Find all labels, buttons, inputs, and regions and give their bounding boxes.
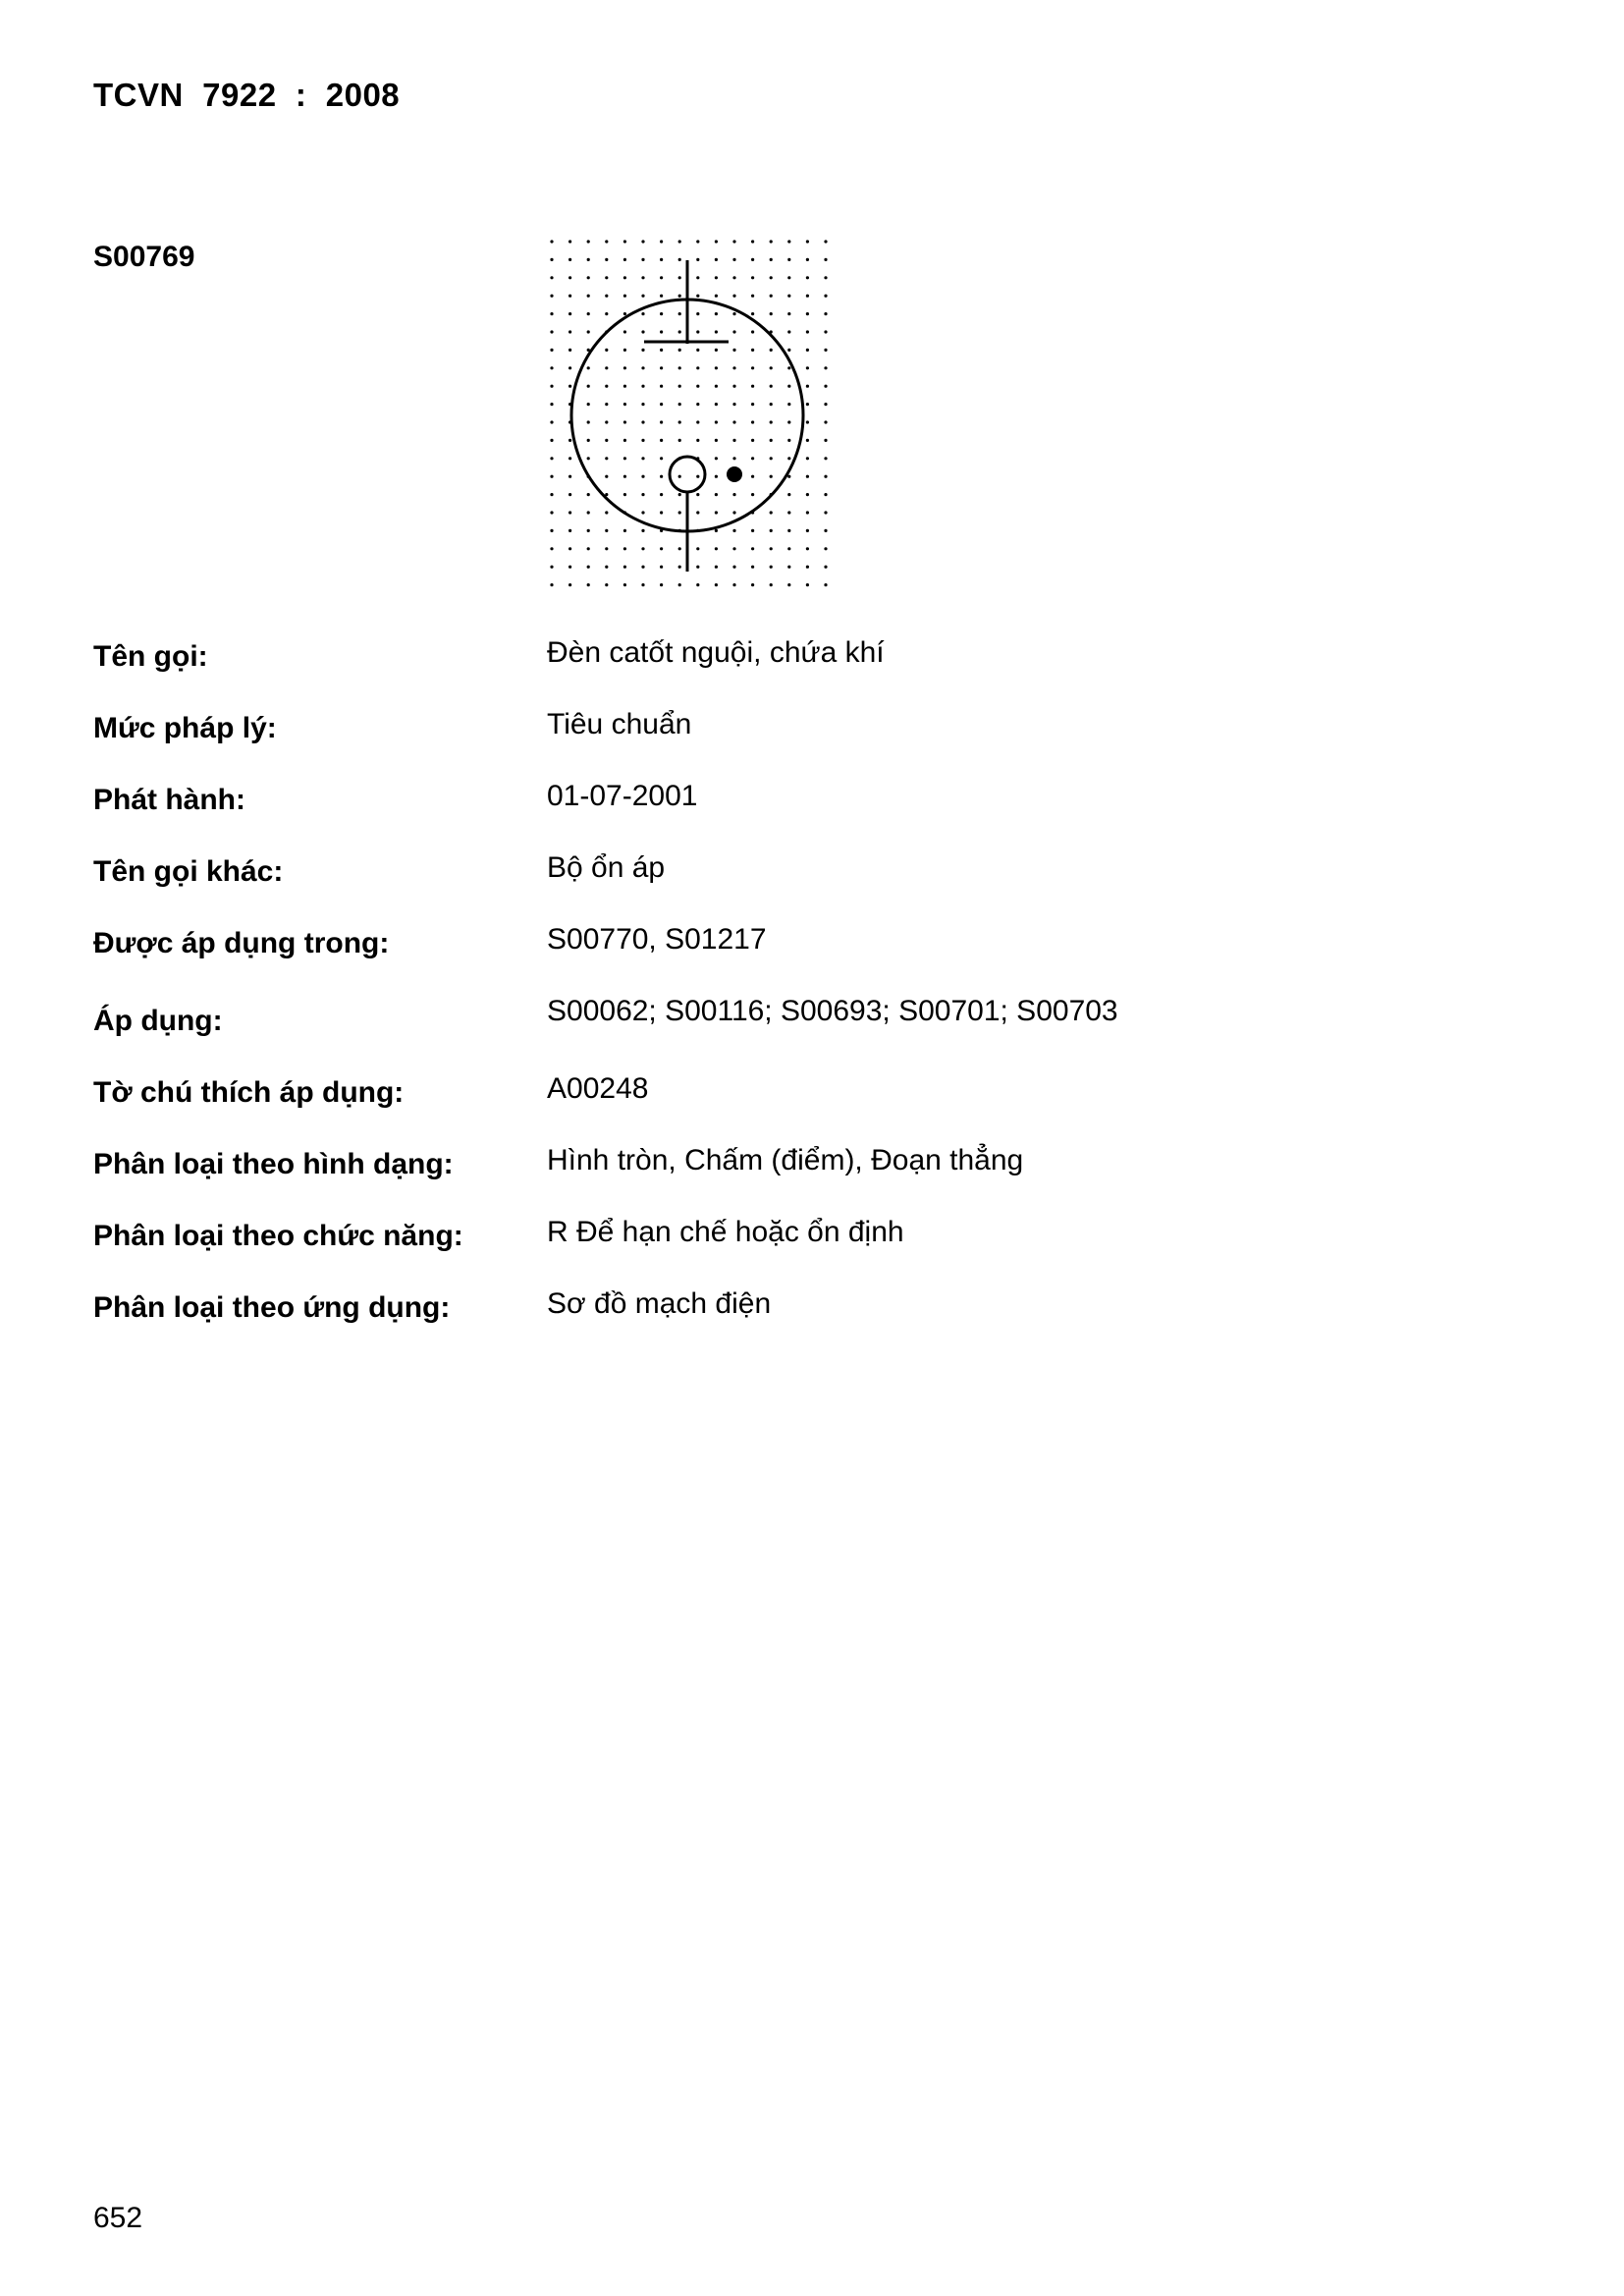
symbol-code: S00769: [93, 241, 195, 273]
field-label: Được áp dụng trong:: [93, 927, 390, 959]
field-row-phan-loai-chuc-nang: [93, 1216, 1527, 1287]
field-value: A00248: [547, 1072, 649, 1105]
field-label: Phát hành:: [93, 784, 245, 816]
field-label: Tờ chú thích áp dụng:: [93, 1076, 405, 1109]
field-label: Tên gọi khác:: [93, 855, 284, 888]
field-label: Áp dụng:: [93, 1005, 223, 1037]
field-value: Tiêu chuẩn: [547, 708, 692, 740]
field-row-phan-loai-ung-dung: [93, 1287, 1527, 1359]
field-row-to-chu-thich: [93, 1072, 1527, 1144]
field-list: [93, 636, 1527, 1359]
field-value: 01-07-2001: [547, 780, 698, 812]
cathode-ring: [670, 457, 705, 492]
field-value: Đèn catốt nguội, chứa khí: [547, 636, 885, 669]
document-header: TCVN 7922 : 2008: [93, 77, 401, 113]
field-row-ten-goi-khac: [93, 851, 1527, 923]
field-label: Mức pháp lý:: [93, 712, 277, 744]
field-row-phat-hanh: [93, 780, 1527, 851]
field-label: Phân loại theo hình dạng:: [93, 1148, 454, 1180]
field-row-muc-phap-ly: [93, 708, 1527, 780]
field-value: S00062; S00116; S00693; S00701; S00703: [547, 995, 1118, 1027]
field-value: R Để hạn chế hoặc ổn định: [547, 1216, 904, 1248]
field-label: Tên gọi:: [93, 640, 208, 673]
field-row-duoc-ap-dung-trong: [93, 923, 1527, 995]
page-number: 652: [93, 2202, 143, 2234]
field-row-ap-dung: [93, 995, 1527, 1072]
field-value: Sơ đồ mạch điện: [547, 1287, 772, 1320]
field-value: S00770, S01217: [547, 923, 767, 956]
field-label: Phân loại theo ứng dụng:: [93, 1291, 451, 1324]
field-value: Bộ ổn áp: [547, 851, 666, 884]
field-label: Phân loại theo chức năng:: [93, 1220, 463, 1252]
field-value: Hình tròn, Chấm (điểm), Đoạn thẳng: [547, 1144, 1024, 1176]
gas-dot: [727, 466, 742, 482]
field-row-phan-loai-hinh-dang: [93, 1144, 1527, 1216]
gas-filled-cold-cathode-tube-symbol-icon: [542, 236, 837, 599]
field-row-ten-goi: [93, 636, 1527, 708]
